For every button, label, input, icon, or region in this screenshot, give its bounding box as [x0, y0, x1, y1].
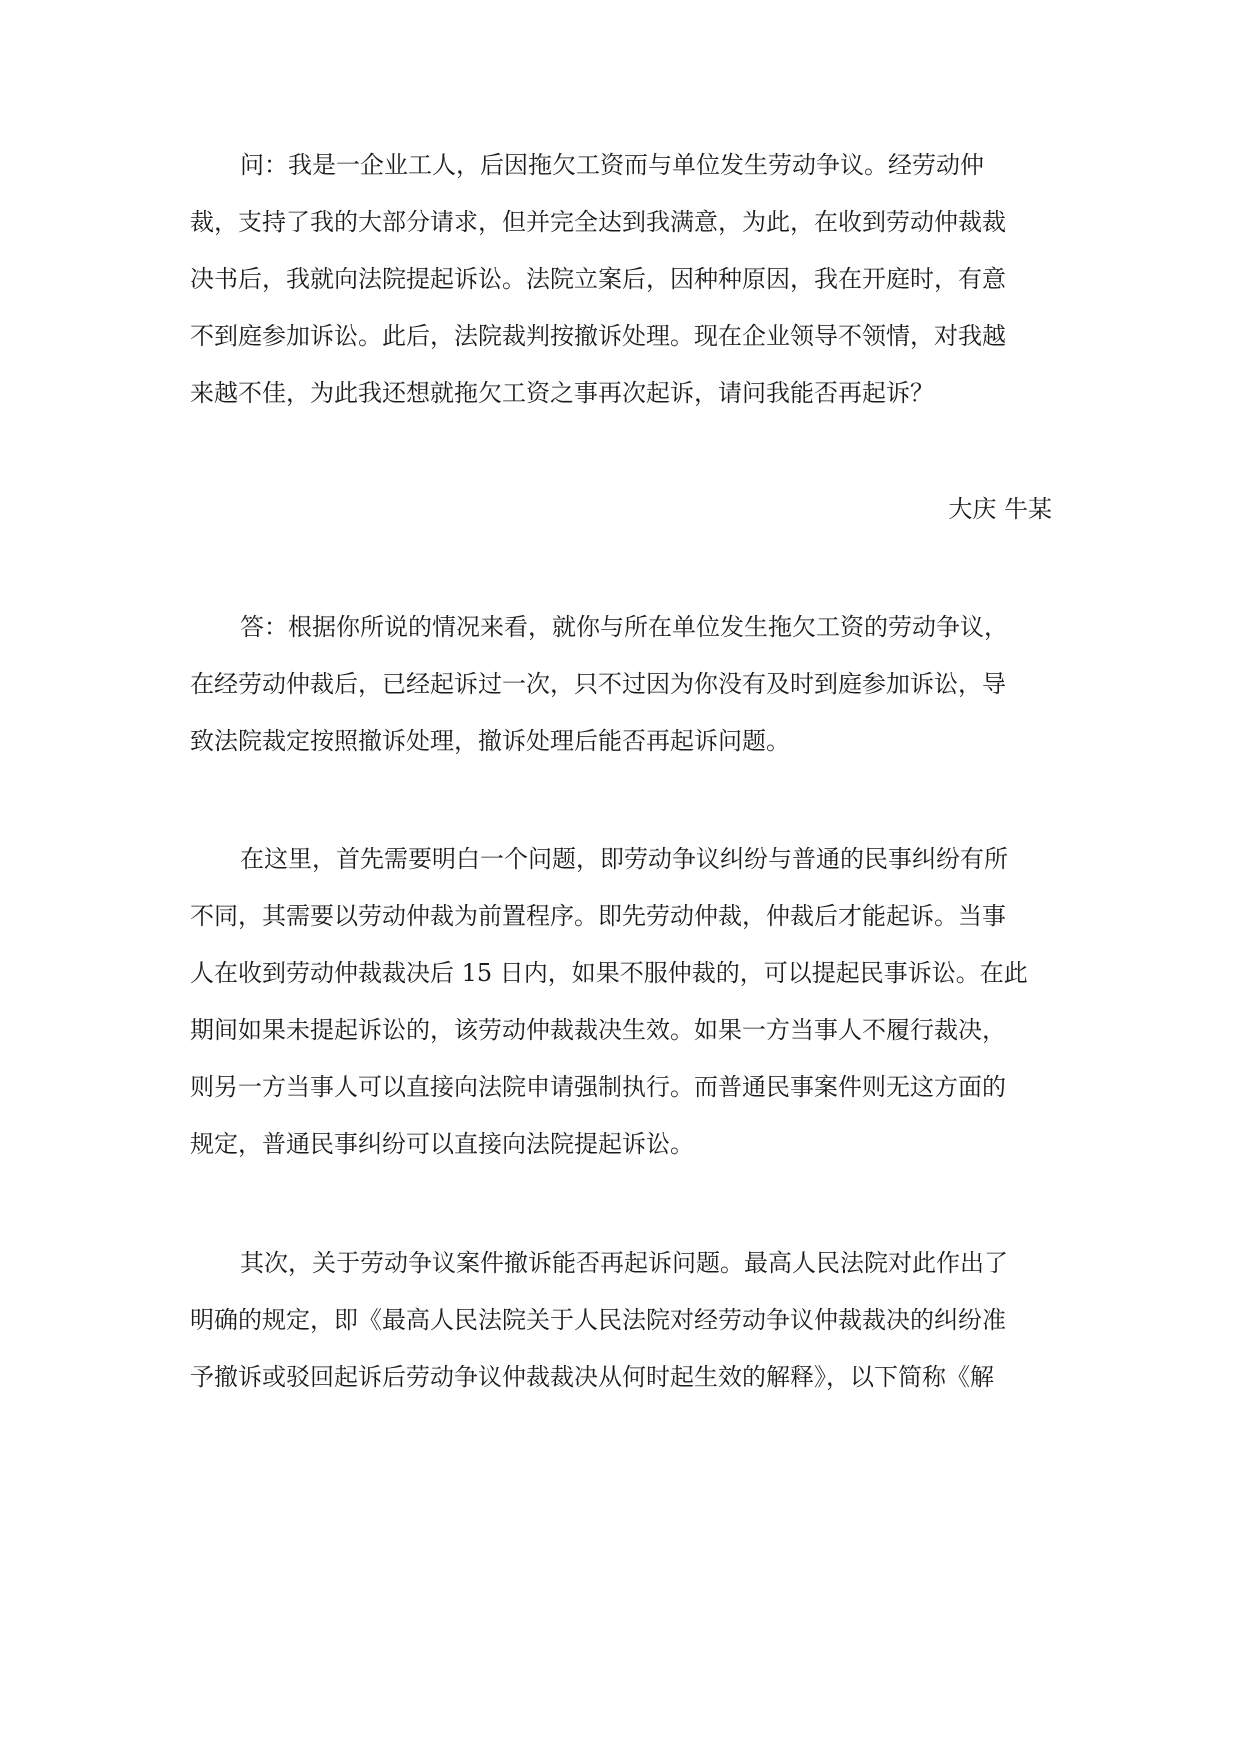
- question-line-4: 不到庭参加诉讼。此后，法院裁判按撤诉处理。现在企业领导不领情，对我越: [190, 322, 1006, 350]
- question-line-1: 问：我是一企业工人，后因拖欠工资而与单位发生劳动争议。经劳动仲: [240, 151, 984, 179]
- answer-p2-line-3: 人在收到劳动仲裁裁决后 15 日内，如果不服仲裁的，可以提起民事诉讼。在此: [190, 959, 1028, 987]
- answer-p2-line-2: 不同，其需要以劳动仲裁为前置程序。即先劳动仲裁，仲裁后才能起诉。当事: [190, 902, 1006, 930]
- answer-p3-line-3: 予撤诉或驳回起诉后劳动争议仲裁裁决从何时起生效的解释》，以下简称《解: [190, 1363, 994, 1391]
- question-line-2: 裁，支持了我的大部分请求，但并完全达到我满意，为此，在收到劳动仲裁裁: [190, 208, 1006, 236]
- question-signature: 大庆 牛某: [948, 495, 1052, 523]
- answer-p2-line-5: 则另一方当事人可以直接向法院申请强制执行。而普通民事案件则无这方面的: [190, 1073, 1006, 1101]
- answer-p1-line-3: 致法院裁定按照撤诉处理，撤诉处理后能否再起诉问题。: [190, 727, 790, 755]
- answer-p3-line-1: 其次，关于劳动争议案件撤诉能否再起诉问题。最高人民法院对此作出了: [240, 1249, 1008, 1277]
- answer-p1-line-2: 在经劳动仲裁后，已经起诉过一次，只不过因为你没有及时到庭参加诉讼，导: [190, 670, 1006, 698]
- question-line-5: 来越不佳，为此我还想就拖欠工资之事再次起诉，请问我能否再起诉？: [190, 379, 934, 407]
- answer-p3-line-2: 明确的规定，即《最高人民法院关于人民法院对经劳动争议仲裁裁决的纠纷准: [190, 1306, 1006, 1334]
- answer-p1-line-1: 答：根据你所说的情况来看，就你与所在单位发生拖欠工资的劳动争议，: [240, 613, 1008, 641]
- answer-p2-line-6: 规定，普通民事纠纷可以直接向法院提起诉讼。: [190, 1130, 694, 1158]
- question-line-3: 决书后，我就向法院提起诉讼。法院立案后，因种种原因，我在开庭时，有意: [190, 265, 1006, 293]
- answer-p2-line-1: 在这里，首先需要明白一个问题，即劳动争议纠纷与普通的民事纠纷有所: [240, 845, 1008, 873]
- answer-p2-line-4: 期间如果未提起诉讼的，该劳动仲裁裁决生效。如果一方当事人不履行裁决，: [190, 1016, 1006, 1044]
